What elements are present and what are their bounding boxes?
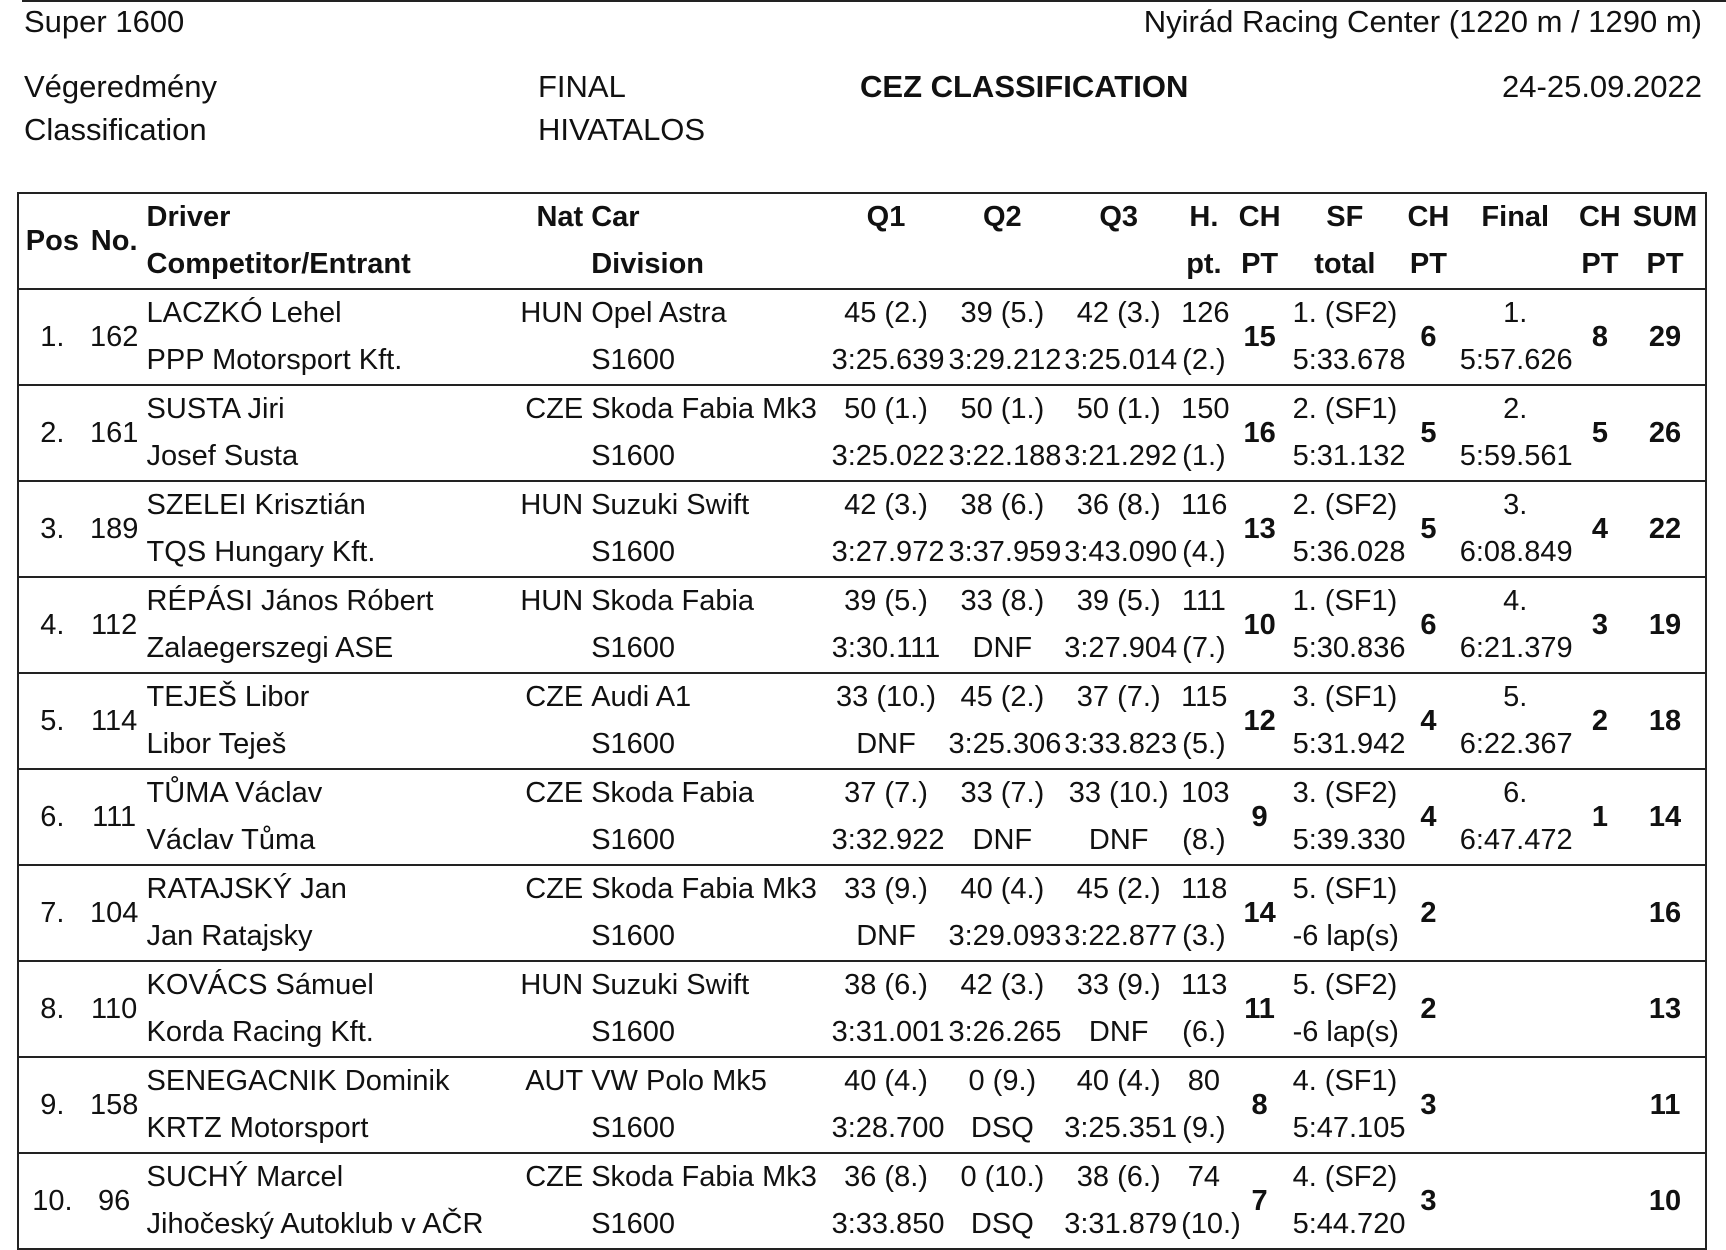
top-rule (22, 0, 1726, 2)
car-number-cell: 110 (91, 992, 138, 1025)
q3-time: 3:43.090 (1064, 536, 1178, 568)
competitor-name: Zalaegerszegi ASE (146, 632, 394, 664)
q3-points: 39 (5.) (1076, 585, 1161, 617)
ch-points-final (1575, 1153, 1625, 1249)
heat-rank: (7.) (1182, 632, 1226, 664)
q3-points: 40 (4.) (1076, 1065, 1161, 1097)
driver-name: SZELEI Krisztián (146, 489, 366, 521)
heat-points: 103 (1181, 777, 1230, 809)
result-row-top (18, 289, 1706, 337)
ch-points-final (1575, 865, 1625, 961)
sum-points: 16 (1648, 896, 1682, 929)
final-time (1456, 1201, 1575, 1249)
result-row-top (18, 769, 1706, 817)
nationality: HUN (520, 969, 584, 1001)
nationality: HUN (520, 297, 584, 329)
q2-time: 3:26.265 (948, 1016, 1062, 1048)
empty-cell (513, 913, 587, 961)
car-number-cell: 158 (89, 1088, 139, 1121)
header-chpt1-bottom: PT (1241, 248, 1279, 280)
q1-time: 3:31.001 (831, 1016, 945, 1048)
division: S1600 (591, 344, 676, 376)
final-position: 4. (1503, 585, 1528, 617)
header-chpt1-top: CH (1238, 201, 1281, 233)
q1-time: 3:25.022 (831, 440, 945, 472)
competitor-name: Korda Racing Kft. (146, 1016, 374, 1048)
empty-cell (513, 817, 587, 865)
semifinal-total: 5:31.942 (1292, 728, 1406, 760)
q2-points: 0 (10.) (960, 1161, 1045, 1193)
q3-time: DNF (1088, 824, 1149, 856)
ch-points-semifinal: 3 (1420, 1088, 1437, 1121)
nationality: CZE (525, 393, 584, 425)
heat-rank: (3.) (1182, 920, 1226, 952)
sum-points: 29 (1648, 320, 1682, 353)
header-sum-bottom: PT (1646, 248, 1684, 280)
semifinal-total: 5:31.132 (1292, 440, 1406, 472)
q2-time: 3:22.188 (948, 440, 1062, 472)
ch-points-final (1575, 1057, 1625, 1153)
result-entry (18, 1057, 1706, 1153)
ch-points-heats: 10 (1243, 608, 1276, 641)
heat-points: 115 (1181, 681, 1228, 713)
car-model: Skoda Fabia Mk3 (591, 393, 817, 425)
header-hpt-bottom: pt. (1186, 248, 1222, 280)
ch-points-final: 1 (1591, 800, 1608, 833)
final-time: 6:47.472 (1459, 824, 1573, 856)
heat-points: 113 (1181, 969, 1228, 1001)
final-position (1456, 1153, 1575, 1201)
q1-points: 40 (4.) (844, 1065, 928, 1097)
header-hpt-top: H. (1189, 201, 1219, 233)
q1-time: 3:30.111 (831, 632, 941, 664)
result-entry (18, 1153, 1706, 1249)
header-nat: Nat (536, 201, 584, 233)
car-model: Suzuki Swift (591, 969, 750, 1001)
q1-points: 33 (10.) (836, 681, 936, 713)
final-time (1456, 1105, 1575, 1153)
q3-points: 45 (2.) (1076, 873, 1161, 905)
results-table (17, 192, 1707, 1250)
division: S1600 (591, 536, 676, 568)
semifinal-total: 5:30.836 (1292, 632, 1406, 664)
header-final: Final (1481, 201, 1550, 233)
position-cell: 8. (40, 992, 65, 1025)
q2-points: 42 (3.) (960, 969, 1045, 1001)
competitor-name: KRTZ Motorsport (146, 1112, 369, 1144)
division: S1600 (591, 920, 676, 952)
q2-points: 38 (6.) (960, 489, 1045, 521)
competitor-name: Jan Ratajsky (146, 920, 313, 952)
q3-time: 3:22.877 (1064, 920, 1178, 952)
result-row-top (18, 577, 1706, 625)
final-position: 3. (1503, 489, 1528, 521)
result-row-top (18, 481, 1706, 529)
car-number-cell: 189 (89, 512, 139, 545)
q1-points: 38 (6.) (844, 969, 928, 1001)
q2-points: 0 (9.) (968, 1065, 1037, 1097)
heat-points: 74 (1187, 1161, 1221, 1193)
sum-points: 22 (1648, 512, 1682, 545)
q2-time: 3:29.212 (948, 344, 1062, 376)
q1-points: 36 (8.) (844, 1161, 928, 1193)
result-entry (18, 481, 1706, 577)
header-sf-bottom: total (1314, 248, 1376, 280)
semifinal-total: 5:33.678 (1292, 344, 1406, 376)
q2-time: DNF (972, 824, 1033, 856)
ch-points-final (1575, 961, 1625, 1057)
semifinal-position: 3. (SF1) (1292, 681, 1398, 713)
heat-rank: (1.) (1182, 440, 1226, 472)
q1-time: 3:32.922 (831, 824, 945, 856)
q2-time: DNF (972, 632, 1033, 664)
header-sf-top: SF (1326, 201, 1364, 233)
ch-points-heats: 9 (1251, 800, 1268, 833)
car-number-cell: 114 (91, 704, 138, 737)
q2-points: 33 (8.) (960, 585, 1045, 617)
heat-points: 111 (1181, 585, 1226, 617)
q2-points: 33 (7.) (960, 777, 1045, 809)
ch-points-semifinal: 6 (1420, 320, 1437, 353)
car-model: Skoda Fabia (591, 585, 755, 617)
nationality: CZE (525, 681, 584, 713)
q3-time: 3:25.351 (1064, 1112, 1178, 1144)
result-entry (18, 289, 1706, 385)
ch-points-semifinal: 3 (1420, 1184, 1437, 1217)
ch-points-heats: 15 (1243, 320, 1276, 353)
final-position: 2. (1503, 393, 1528, 425)
car-model: Skoda Fabia (591, 777, 755, 809)
final-position: 5. (1503, 681, 1528, 713)
semifinal-position: 4. (SF2) (1292, 1161, 1398, 1193)
car-number-cell: 96 (98, 1184, 131, 1217)
final-time: 5:57.626 (1459, 344, 1573, 376)
q3-points: 50 (1.) (1076, 393, 1161, 425)
car-number-cell: 162 (89, 320, 139, 353)
q2-points: 45 (2.) (960, 681, 1045, 713)
result-entry (18, 961, 1706, 1057)
q2-points: 39 (5.) (960, 297, 1045, 329)
position-cell: 2. (40, 416, 65, 449)
header-sum-top: SUM (1632, 201, 1698, 233)
heat-points: 126 (1181, 297, 1230, 329)
division: S1600 (591, 1208, 676, 1240)
q1-points: 50 (1.) (844, 393, 928, 425)
heat-rank: (2.) (1182, 344, 1226, 376)
car-model: VW Polo Mk5 (591, 1065, 767, 1097)
result-row-top (18, 385, 1706, 433)
semifinal-position: 5. (SF2) (1292, 969, 1398, 1001)
q1-time: 3:27.972 (831, 536, 945, 568)
ch-points-heats: 8 (1251, 1088, 1268, 1121)
result-entry (18, 865, 1706, 961)
ch-points-semifinal: 6 (1420, 608, 1437, 641)
empty-cell (513, 721, 587, 769)
ch-points-heats: 7 (1251, 1184, 1268, 1217)
driver-name: KOVÁCS Sámuel (146, 969, 374, 1001)
header-chpt2-bottom: PT (1409, 248, 1447, 280)
final-time (1456, 913, 1575, 961)
ch-points-heats: 16 (1243, 416, 1276, 449)
empty-cell (513, 1201, 587, 1249)
header-empty (1060, 241, 1177, 289)
q1-points: 39 (5.) (844, 585, 928, 617)
header-pos: Pos (25, 224, 79, 257)
header-chpt2-top: CH (1407, 201, 1450, 233)
header-empty (1456, 241, 1575, 289)
division: S1600 (591, 824, 676, 856)
q2-time: DSQ (970, 1112, 1034, 1144)
q2-time: 3:29.093 (948, 920, 1062, 952)
semifinal-total: 5:47.105 (1292, 1112, 1406, 1144)
ch-points-heats: 14 (1243, 896, 1276, 929)
semifinal-total: 5:44.720 (1292, 1208, 1406, 1240)
car-model: Skoda Fabia Mk3 (591, 873, 817, 905)
ch-points-semifinal: 4 (1420, 704, 1437, 737)
header-driver: Driver (146, 201, 231, 233)
q3-points: 33 (10.) (1068, 777, 1169, 809)
heat-rank: (6.) (1182, 1016, 1226, 1048)
final-position: 6. (1503, 777, 1528, 809)
division: S1600 (591, 1112, 676, 1144)
final-time: 6:22.367 (1459, 728, 1573, 760)
header-empty (944, 241, 1060, 289)
q1-time: DNF (856, 728, 916, 760)
sum-points: 18 (1648, 704, 1682, 737)
table-header (18, 193, 1706, 289)
title-hu: Végeredmény (24, 69, 218, 104)
car-number-cell: 104 (89, 896, 139, 929)
ch-points-final: 5 (1591, 416, 1608, 449)
q1-time: 3:33.850 (831, 1208, 945, 1240)
header-q2: Q2 (983, 201, 1022, 233)
result-entry (18, 385, 1706, 481)
q1-points: 42 (3.) (844, 489, 928, 521)
heat-points: 150 (1181, 393, 1230, 425)
final-time: 5:59.561 (1459, 440, 1573, 472)
division: S1600 (591, 440, 676, 472)
ch-points-semifinal: 5 (1420, 416, 1437, 449)
final-time: 6:21.379 (1459, 632, 1573, 664)
nationality: AUT (525, 1065, 584, 1097)
ch-points-heats: 13 (1243, 512, 1276, 545)
q3-points: 42 (3.) (1076, 297, 1161, 329)
final-time (1456, 1009, 1575, 1057)
competitor-name: PPP Motorsport Kft. (146, 344, 403, 376)
header-competitor: Competitor/Entrant (146, 248, 411, 280)
heat-rank: (9.) (1182, 1112, 1226, 1144)
ch-points-semifinal: 5 (1420, 512, 1437, 545)
semifinal-position: 2. (SF1) (1292, 393, 1398, 425)
heat-rank: (5.) (1182, 728, 1226, 760)
q3-time: 3:27.904 (1064, 632, 1178, 664)
empty-cell (513, 337, 587, 385)
header-q1: Q1 (866, 201, 906, 233)
q3-time: 3:31.879 (1064, 1208, 1178, 1240)
car-model: Audi A1 (591, 681, 692, 713)
empty-cell (513, 625, 587, 673)
car-model: Suzuki Swift (591, 489, 750, 521)
semifinal-position: 1. (SF1) (1292, 585, 1398, 617)
semifinal-position: 1. (SF2) (1292, 297, 1398, 329)
ch-points-heats: 11 (1244, 992, 1275, 1025)
driver-name: TŮMA Václav (146, 777, 323, 809)
driver-name: SUCHÝ Marcel (146, 1161, 344, 1193)
sum-points: 11 (1649, 1088, 1681, 1121)
semifinal-position: 4. (SF1) (1292, 1065, 1398, 1097)
q3-points: 37 (7.) (1076, 681, 1161, 713)
header-empty (828, 241, 945, 289)
heat-rank: (8.) (1182, 824, 1226, 856)
sum-points: 19 (1648, 608, 1682, 641)
sum-points: 13 (1648, 992, 1682, 1025)
ch-points-semifinal: 4 (1420, 800, 1437, 833)
ch-points-final: 4 (1591, 512, 1608, 545)
competitor-name: Jihočeský Autoklub v AČR (146, 1208, 484, 1240)
result-row-top (18, 673, 1706, 721)
sum-points: 26 (1648, 416, 1682, 449)
q3-time: 3:33.823 (1064, 728, 1178, 760)
classification-title: CEZ CLASSIFICATION (860, 69, 1189, 104)
q3-points: 33 (9.) (1076, 969, 1161, 1001)
result-row-top (18, 865, 1706, 913)
q3-time: DNF (1088, 1016, 1149, 1048)
ch-points-semifinal: 2 (1420, 896, 1437, 929)
empty-cell (513, 1105, 587, 1153)
q2-time: DSQ (970, 1208, 1034, 1240)
semifinal-total: -6 lap(s) (1292, 920, 1399, 952)
q2-time: 3:37.959 (948, 536, 1062, 568)
driver-name: SENEGACNIK Dominik (146, 1065, 450, 1097)
empty-cell (513, 529, 587, 577)
semifinal-total: 5:36.028 (1292, 536, 1406, 568)
driver-name: RÉPÁSI János Róbert (146, 585, 434, 617)
car-number-cell: 112 (91, 608, 138, 641)
result-entry (18, 673, 1706, 769)
heat-points: 80 (1187, 1065, 1221, 1097)
header-empty (513, 241, 587, 289)
position-cell: 6. (40, 800, 65, 833)
nationality: CZE (525, 873, 584, 905)
q1-points: 33 (9.) (844, 873, 928, 905)
division: S1600 (591, 728, 676, 760)
header-car: Car (591, 201, 640, 233)
empty-cell (513, 433, 587, 481)
result-entry (18, 577, 1706, 673)
driver-name: SUSTA Jiri (146, 393, 285, 425)
final-position (1456, 1057, 1575, 1105)
competitor-name: Libor Teješ (146, 728, 287, 760)
nationality: CZE (525, 777, 584, 809)
final-position: 1. (1503, 297, 1528, 329)
header-division: Division (591, 248, 705, 280)
competitor-name: Václav Tůma (146, 824, 316, 856)
semifinal-total: -6 lap(s) (1292, 1016, 1399, 1048)
position-cell: 9. (40, 1088, 65, 1121)
sum-points: 14 (1648, 800, 1682, 833)
header-chpt3-top: CH (1578, 201, 1621, 233)
result-entry (18, 769, 1706, 865)
result-row-top (18, 1057, 1706, 1105)
q3-points: 38 (6.) (1076, 1161, 1161, 1193)
semifinal-position: 3. (SF2) (1292, 777, 1398, 809)
division: S1600 (591, 1016, 676, 1048)
q1-time: DNF (856, 920, 916, 952)
q3-points: 36 (8.) (1076, 489, 1161, 521)
heat-points: 116 (1181, 489, 1228, 521)
position-cell: 3. (40, 512, 65, 545)
ch-points-final: 3 (1591, 608, 1608, 641)
nationality: HUN (520, 489, 584, 521)
category-label: Super 1600 (24, 4, 185, 39)
stage-label: FINAL (538, 69, 626, 104)
ch-points-semifinal: 2 (1420, 992, 1437, 1025)
status-label: HIVATALOS (538, 112, 706, 147)
q2-points: 50 (1.) (960, 393, 1045, 425)
heat-rank: (4.) (1182, 536, 1226, 568)
competitor-name: TQS Hungary Kft. (146, 536, 376, 568)
q1-time: 3:25.639 (831, 344, 945, 376)
semifinal-total: 5:39.330 (1292, 824, 1406, 856)
title-en: Classification (24, 112, 207, 147)
result-row-top (18, 961, 1706, 1009)
sum-points: 10 (1648, 1184, 1682, 1217)
ch-points-heats: 12 (1243, 704, 1276, 737)
position-cell: 1. (40, 320, 65, 353)
position-cell: 5. (40, 704, 65, 737)
q3-time: 3:21.292 (1064, 440, 1178, 472)
heat-points: 118 (1181, 873, 1228, 905)
q1-points: 45 (2.) (844, 297, 928, 329)
car-number-cell: 161 (89, 416, 139, 449)
final-position (1456, 865, 1575, 913)
ch-points-final: 2 (1591, 704, 1608, 737)
final-time: 6:08.849 (1459, 536, 1573, 568)
empty-cell (513, 1009, 587, 1057)
driver-name: RATAJSKÝ Jan (146, 873, 347, 905)
q2-time: 3:25.306 (948, 728, 1062, 760)
heat-rank: (10.) (1181, 1208, 1241, 1240)
semifinal-position: 5. (SF1) (1292, 873, 1398, 905)
car-model: Skoda Fabia Mk3 (591, 1161, 817, 1193)
q1-points: 37 (7.) (844, 777, 928, 809)
car-number-cell: 111 (92, 800, 137, 833)
nationality: HUN (520, 585, 584, 617)
nationality: CZE (525, 1161, 584, 1193)
q3-time: 3:25.014 (1064, 344, 1178, 376)
result-row-top (18, 1153, 1706, 1201)
position-cell: 4. (40, 608, 65, 641)
q2-points: 40 (4.) (960, 873, 1045, 905)
position-cell: 7. (40, 896, 65, 929)
car-model: Opel Astra (591, 297, 727, 329)
competitor-name: Josef Susta (146, 440, 299, 472)
driver-name: LACZKÓ Lehel (146, 297, 342, 329)
semifinal-position: 2. (SF2) (1292, 489, 1398, 521)
venue-label: Nyirád Racing Center (1220 m / 1290 m) (1143, 4, 1702, 39)
q1-time: 3:28.700 (831, 1112, 945, 1144)
header-q3: Q3 (1099, 201, 1139, 233)
header-chpt3-bottom: PT (1581, 248, 1619, 280)
final-position (1456, 961, 1575, 1009)
division: S1600 (591, 632, 676, 664)
driver-name: TEJEŠ Libor (146, 681, 310, 713)
date-label: 24-25.09.2022 (1502, 69, 1702, 104)
position-cell: 10. (32, 1184, 73, 1217)
header-no: No. (90, 224, 138, 257)
ch-points-final: 8 (1591, 320, 1608, 353)
